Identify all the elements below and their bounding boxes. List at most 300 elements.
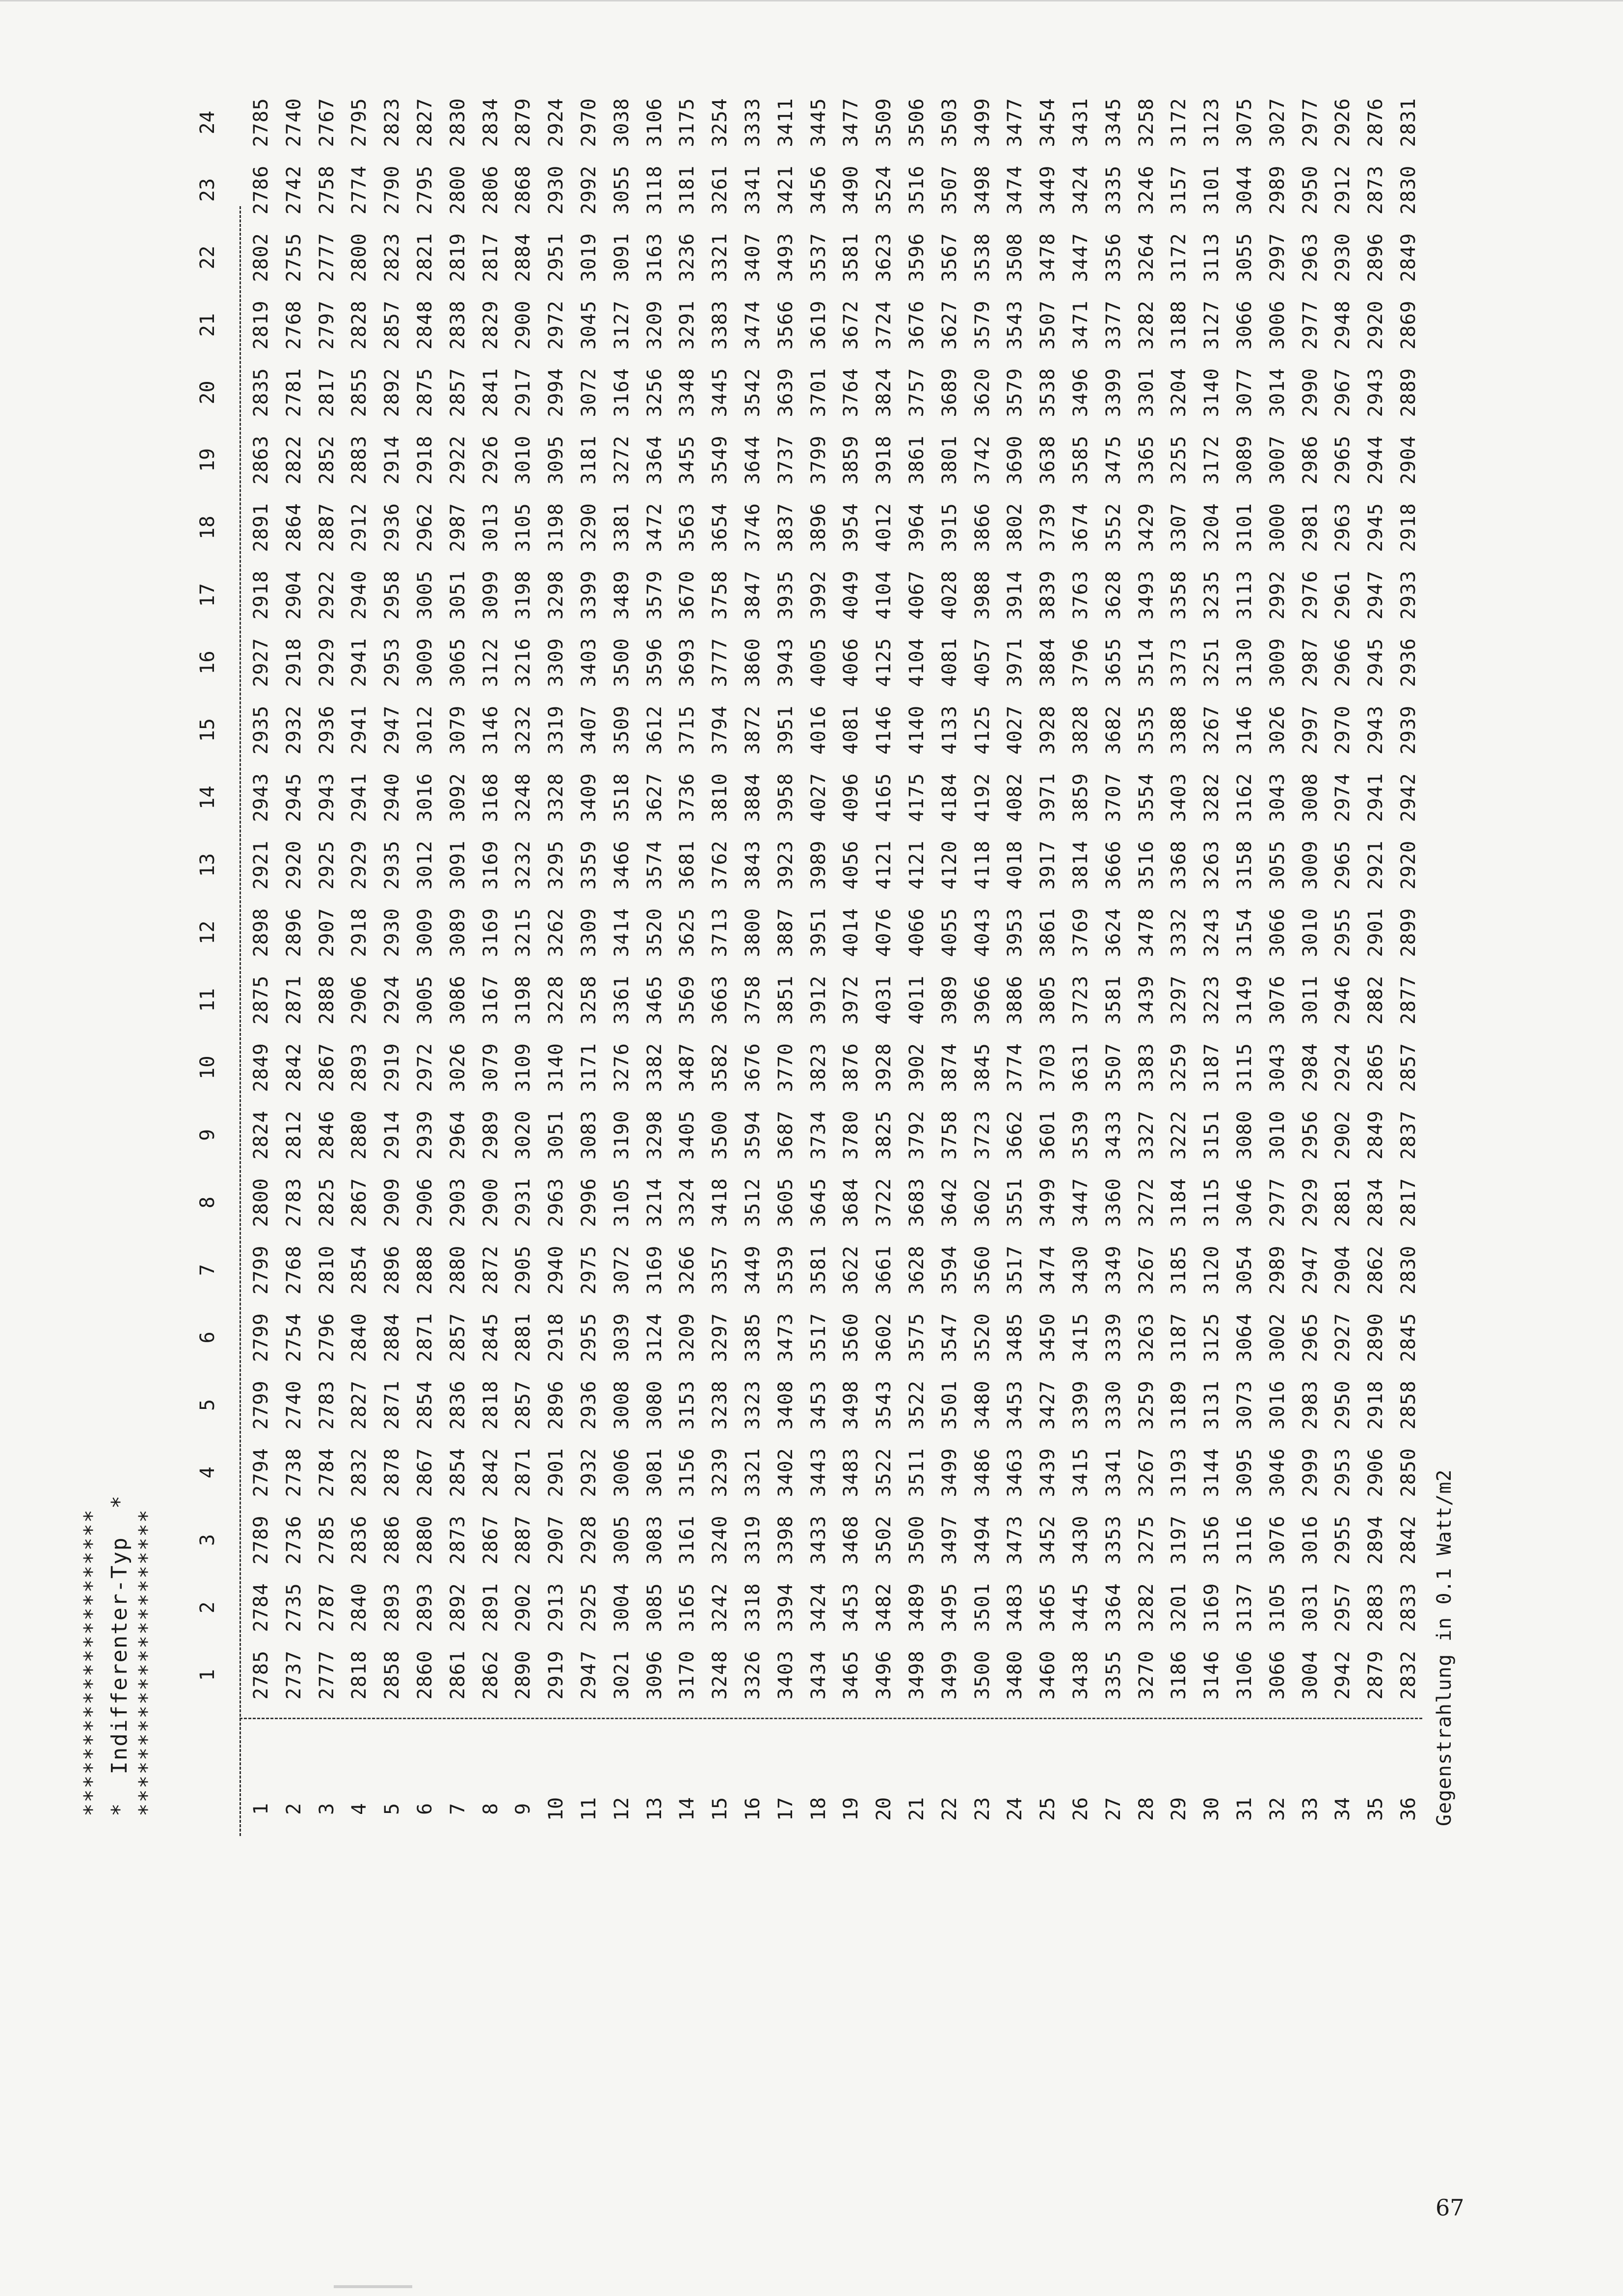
table-cell: 3758 <box>742 975 764 1025</box>
table-cell: 3309 <box>578 908 600 957</box>
table-cell: 3928 <box>1037 705 1060 755</box>
table-cell: 3321 <box>742 1448 764 1497</box>
table-cell: 3118 <box>643 165 666 215</box>
table-cell: 4018 <box>1004 840 1027 890</box>
table-cell: 3007 <box>1266 435 1289 485</box>
table-cell: 2918 <box>545 1313 568 1362</box>
table-cell: 2797 <box>315 300 338 350</box>
table-cell: 4184 <box>938 773 961 822</box>
table-cell: 3272 <box>610 435 633 485</box>
table-cell: 3054 <box>1233 1245 1256 1295</box>
table-cell: 2924 <box>1331 1043 1355 1092</box>
table-cell: 3091 <box>446 840 469 890</box>
table-cell: 2817 <box>315 368 338 417</box>
table-cell: 2865 <box>1364 1043 1387 1092</box>
table-cell: 3172 <box>1168 233 1191 282</box>
table-cell: 3008 <box>610 1380 633 1430</box>
banner-title: * Indifferenter-Typ * <box>107 1494 132 1816</box>
table-cell: 3157 <box>1168 165 1191 215</box>
table-cell: 3507 <box>1037 300 1060 350</box>
table-cell: 3262 <box>545 908 568 957</box>
table-cell: 2850 <box>1397 1448 1420 1497</box>
table-cell: 2862 <box>479 1650 502 1700</box>
table-cell: 3539 <box>774 1245 797 1295</box>
table-cell: 2987 <box>1299 638 1322 687</box>
table-cell: 3602 <box>971 1178 994 1227</box>
table-cell: 3209 <box>676 1313 699 1362</box>
table-cell: 3321 <box>709 233 732 282</box>
table-cell: 2879 <box>512 98 535 147</box>
table-cell: 3543 <box>873 1380 896 1430</box>
table-cell: 3563 <box>676 503 699 552</box>
table-cell: 3966 <box>971 975 994 1025</box>
table-cell: 2868 <box>512 165 535 215</box>
table-cell: 2970 <box>578 98 600 147</box>
table-cell: 2871 <box>282 975 305 1025</box>
table-cell: 3971 <box>1004 638 1027 687</box>
table-cell: 3282 <box>1200 773 1224 822</box>
table-cell: 2970 <box>1331 705 1355 755</box>
table-cell: 2920 <box>1397 840 1420 890</box>
table-cell: 2996 <box>578 1178 600 1227</box>
table-cell: 2888 <box>414 1245 436 1295</box>
table-cell: 2831 <box>1397 98 1420 147</box>
table-cell: 3298 <box>545 570 568 620</box>
table-cell: 3407 <box>578 705 600 755</box>
table-cell: 4175 <box>905 773 928 822</box>
table-cell: 3307 <box>1168 503 1191 552</box>
table-cell: 3096 <box>643 1650 666 1700</box>
table-cell: 2943 <box>1364 368 1387 417</box>
table-cell: 3146 <box>1200 1650 1224 1700</box>
table-cell: 3272 <box>1135 1178 1158 1227</box>
table-cell: 3403 <box>1168 773 1191 822</box>
table-cell: 3445 <box>709 368 732 417</box>
table-cell: 3089 <box>446 908 469 957</box>
table-cell: 3509 <box>873 98 896 147</box>
table-cell: 3232 <box>512 840 535 890</box>
table-cell: 3639 <box>774 368 797 417</box>
table-cell: 3560 <box>840 1313 863 1362</box>
row-label: 32 <box>1266 1797 1289 1821</box>
table-cell: 2921 <box>250 840 272 890</box>
table-cell: 3723 <box>971 1110 994 1160</box>
table-cell: 2861 <box>446 1650 469 1700</box>
table-cell: 3943 <box>774 638 797 687</box>
table-cell: 2854 <box>414 1380 436 1430</box>
table-cell: 3473 <box>1004 1515 1027 1565</box>
table-cell: 2975 <box>578 1245 600 1295</box>
table-cell: 3083 <box>578 1110 600 1160</box>
table-cell: 3188 <box>1168 300 1191 350</box>
row-label: 23 <box>971 1797 994 1821</box>
table-cell: 3770 <box>774 1043 797 1092</box>
table-cell: 3012 <box>414 840 436 890</box>
table-cell: 3079 <box>446 705 469 755</box>
table-cell: 3724 <box>873 300 896 350</box>
table-cell: 2925 <box>315 840 338 890</box>
table-cell: 4140 <box>905 705 928 755</box>
table-cell: 3055 <box>610 165 633 215</box>
table-cell: 2994 <box>545 368 568 417</box>
table-cell: 3449 <box>742 1245 764 1295</box>
table-cell: 3345 <box>1102 98 1125 147</box>
table-cell: 3896 <box>807 503 830 552</box>
table-cell: 2918 <box>1397 503 1420 552</box>
table-cell: 2942 <box>1397 773 1420 822</box>
row-label: 20 <box>873 1797 896 1821</box>
table-cell: 2842 <box>1397 1515 1420 1565</box>
table-cell: 3151 <box>1200 1110 1224 1160</box>
table-cell: 3619 <box>807 300 830 350</box>
table-cell: 3080 <box>1233 1110 1256 1160</box>
table-cell: 2893 <box>348 1043 371 1092</box>
table-cell: 2883 <box>348 435 371 485</box>
column-header: 15 <box>196 718 219 742</box>
table-cell: 3185 <box>1168 1245 1191 1295</box>
table-cell: 2972 <box>414 1043 436 1092</box>
table-cell: 3066 <box>1233 300 1256 350</box>
table-cell: 2841 <box>479 368 502 417</box>
table-cell: 3723 <box>1069 975 1092 1025</box>
table-cell: 3928 <box>873 1043 896 1092</box>
table-cell: 3209 <box>643 300 666 350</box>
table-cell: 2740 <box>282 98 305 147</box>
table-cell: 2896 <box>282 908 305 957</box>
table-cell: 3006 <box>1266 300 1289 350</box>
row-label: 35 <box>1364 1797 1387 1821</box>
table-cell: 3552 <box>1102 503 1125 552</box>
table-cell: 3113 <box>1233 570 1256 620</box>
table-cell: 3295 <box>545 840 568 890</box>
table-cell: 3682 <box>1102 705 1125 755</box>
table-cell: 3473 <box>774 1313 797 1362</box>
table-cell: 3757 <box>905 368 928 417</box>
table-cell: 3010 <box>1299 908 1322 957</box>
table-cell: 3266 <box>676 1245 699 1295</box>
table-cell: 3248 <box>709 1650 732 1700</box>
table-cell: 2884 <box>381 1313 404 1362</box>
table-cell: 3415 <box>1069 1313 1092 1362</box>
table-cell: 3158 <box>1233 840 1256 890</box>
table-cell: 2901 <box>545 1448 568 1497</box>
table-cell: 2948 <box>1331 300 1355 350</box>
table-cell: 3239 <box>709 1448 732 1497</box>
table-cell: 3628 <box>1102 570 1125 620</box>
table-cell: 3799 <box>807 435 830 485</box>
table-cell: 3172 <box>1200 435 1224 485</box>
table-cell: 2767 <box>315 98 338 147</box>
table-cell: 3006 <box>610 1448 633 1497</box>
table-cell: 2754 <box>282 1313 305 1362</box>
table-cell: 2918 <box>348 908 371 957</box>
table-cell: 2940 <box>545 1245 568 1295</box>
table-cell: 3335 <box>1102 165 1125 215</box>
table-cell: 3255 <box>1168 435 1191 485</box>
table-cell: 2940 <box>381 773 404 822</box>
table-cell: 2857 <box>1397 1043 1420 1092</box>
table-cell: 2961 <box>1331 570 1355 620</box>
table-cell: 3851 <box>774 975 797 1025</box>
table-cell: 2918 <box>250 570 272 620</box>
table-cell: 3496 <box>1069 368 1092 417</box>
table-cell: 2924 <box>545 98 568 147</box>
table-cell: 2918 <box>414 435 436 485</box>
table-cell: 3122 <box>479 638 502 687</box>
table-cell: 3264 <box>1135 233 1158 282</box>
table-cell: 3445 <box>807 98 830 147</box>
table-cell: 2955 <box>1331 908 1355 957</box>
row-label: 30 <box>1200 1797 1224 1821</box>
table-cell: 2990 <box>1299 368 1322 417</box>
table-cell: 3291 <box>676 300 699 350</box>
table-cell: 3414 <box>610 908 633 957</box>
table-cell: 3485 <box>1004 1313 1027 1362</box>
table-cell: 3886 <box>1004 975 1027 1025</box>
table-cell: 3935 <box>774 570 797 620</box>
table-cell: 2992 <box>578 165 600 215</box>
table-cell: 2833 <box>1397 1583 1420 1632</box>
table-cell: 3902 <box>905 1043 928 1092</box>
table-cell: 2977 <box>1299 98 1322 147</box>
table-cell: 2864 <box>282 503 305 552</box>
table-cell: 3076 <box>1266 1515 1289 1565</box>
table-cell: 3187 <box>1168 1313 1191 1362</box>
table-cell: 2800 <box>348 233 371 282</box>
table-cell: 2989 <box>1266 1245 1289 1295</box>
table-cell: 2964 <box>446 1110 469 1160</box>
table-cell: 3518 <box>610 773 633 822</box>
table-cell: 3989 <box>938 975 961 1025</box>
table-cell: 3113 <box>1200 233 1224 282</box>
table-cell: 3115 <box>1233 1043 1256 1092</box>
table-cell: 3628 <box>905 1245 928 1295</box>
table-cell: 3077 <box>1233 368 1256 417</box>
table-cell: 2830 <box>1397 165 1420 215</box>
table-cell: 2893 <box>414 1583 436 1632</box>
table-cell: 2987 <box>446 503 469 552</box>
table-cell: 2799 <box>250 1380 272 1430</box>
table-cell: 3005 <box>414 570 436 620</box>
table-cell: 3845 <box>971 1043 994 1092</box>
table-cell: 3474 <box>742 300 764 350</box>
table-cell: 3433 <box>807 1515 830 1565</box>
table-cell: 3430 <box>1069 1245 1092 1295</box>
table-cell: 3866 <box>971 503 994 552</box>
table-cell: 2892 <box>381 368 404 417</box>
table-cell: 2963 <box>1299 233 1322 282</box>
table-cell: 2896 <box>545 1380 568 1430</box>
table-cell: 2860 <box>414 1650 436 1700</box>
table-cell: 3383 <box>1135 1043 1158 1092</box>
table-cell: 3800 <box>742 908 764 957</box>
table-cell: 2943 <box>1364 705 1387 755</box>
table-cell: 3027 <box>1266 98 1289 147</box>
table-cell: 2836 <box>348 1515 371 1565</box>
table-cell: 3009 <box>414 908 436 957</box>
table-cell: 3298 <box>643 1110 666 1160</box>
column-header: 3 <box>196 1534 219 1546</box>
table-cell: 3447 <box>1069 233 1092 282</box>
table-cell: 3666 <box>1102 840 1125 890</box>
table-cell: 2951 <box>545 233 568 282</box>
table-cell: 2947 <box>1364 570 1387 620</box>
table-cell: 3923 <box>774 840 797 890</box>
row-label: 18 <box>807 1797 830 1821</box>
table-cell: 3612 <box>643 705 666 755</box>
row-label: 19 <box>840 1797 863 1821</box>
row-label: 4 <box>348 1803 371 1815</box>
table-cell: 3169 <box>479 908 502 957</box>
table-cell: 3487 <box>676 1043 699 1092</box>
table-cell: 3517 <box>807 1313 830 1362</box>
table-cell: 2947 <box>381 705 404 755</box>
table-cell: 3537 <box>807 233 830 282</box>
table-cell: 3190 <box>610 1110 633 1160</box>
table-cell: 3516 <box>1135 840 1158 890</box>
table-cell: 2907 <box>315 908 338 957</box>
table-cell: 4146 <box>873 705 896 755</box>
table-cell: 4081 <box>840 705 863 755</box>
table-cell: 3460 <box>1037 1650 1060 1700</box>
table-cell: 3499 <box>1037 1178 1060 1227</box>
table-cell: 3055 <box>1266 840 1289 890</box>
column-header: 17 <box>196 583 219 607</box>
table-cell: 2822 <box>282 435 305 485</box>
table-cell: 2929 <box>348 840 371 890</box>
table-cell: 2785 <box>250 98 272 147</box>
table-cell: 3215 <box>512 908 535 957</box>
table-cell: 3043 <box>1266 773 1289 822</box>
table-cell: 2799 <box>250 1313 272 1362</box>
table-cell: 3551 <box>1004 1178 1027 1227</box>
table-cell: 2997 <box>1299 705 1322 755</box>
table-cell: 3620 <box>971 368 994 417</box>
column-header: 11 <box>196 988 219 1012</box>
table-cell: 3477 <box>840 98 863 147</box>
table-cell: 3359 <box>578 840 600 890</box>
table-cell: 2891 <box>479 1583 502 1632</box>
table-cell: 3594 <box>742 1110 764 1160</box>
table-cell: 3144 <box>1200 1448 1224 1497</box>
table-cell: 3072 <box>578 368 600 417</box>
table-cell: 3360 <box>1102 1178 1125 1227</box>
table-cell: 2927 <box>250 638 272 687</box>
table-cell: 3403 <box>774 1650 797 1700</box>
table-cell: 2855 <box>348 368 371 417</box>
table-cell: 3193 <box>1168 1448 1191 1497</box>
row-label: 28 <box>1135 1797 1158 1821</box>
table-cell: 2965 <box>1331 435 1355 485</box>
table-cell: 3282 <box>1135 1583 1158 1632</box>
table-cell: 3480 <box>1004 1650 1027 1700</box>
table-cell: 2867 <box>315 1043 338 1092</box>
table-cell: 3549 <box>709 435 732 485</box>
table-cell: 2818 <box>479 1380 502 1430</box>
table-cell: 2930 <box>545 165 568 215</box>
table-cell: 3645 <box>807 1178 830 1227</box>
table-cell: 2789 <box>250 1515 272 1565</box>
table-cell: 3802 <box>1004 503 1027 552</box>
table-cell: 3445 <box>1069 1583 1092 1632</box>
table-cell: 3051 <box>446 570 469 620</box>
table-cell: 2796 <box>315 1313 338 1362</box>
table-cell: 3439 <box>1135 975 1158 1025</box>
table-cell: 3566 <box>774 300 797 350</box>
table-cell: 2930 <box>381 908 404 957</box>
table-cell: 3861 <box>905 435 928 485</box>
table-cell: 3235 <box>1200 570 1224 620</box>
table-cell: 2849 <box>250 1043 272 1092</box>
table-cell: 3170 <box>676 1650 699 1700</box>
table-cell: 2950 <box>1299 165 1322 215</box>
table-cell: 2919 <box>381 1043 404 1092</box>
table-cell: 3954 <box>840 503 863 552</box>
table-cell: 4165 <box>873 773 896 822</box>
table-cell: 2790 <box>381 165 404 215</box>
table-cell: 2781 <box>282 368 305 417</box>
table-cell: 4049 <box>840 570 863 620</box>
table-cell: 3258 <box>1135 98 1158 147</box>
table-cell: 3887 <box>774 908 797 957</box>
column-header: 10 <box>196 1055 219 1080</box>
table-cell: 2906 <box>348 975 371 1025</box>
table-cell: 3847 <box>742 570 764 620</box>
table-cell: 2858 <box>1397 1380 1420 1430</box>
table-cell: 2904 <box>1331 1245 1355 1295</box>
table-cell: 3064 <box>1233 1313 1256 1362</box>
table-cell: 3769 <box>1069 908 1092 957</box>
table-cell: 3162 <box>1233 773 1256 822</box>
table-cell: 3602 <box>873 1313 896 1362</box>
table-cell: 2883 <box>1364 1583 1387 1632</box>
table-cell: 2941 <box>348 705 371 755</box>
table-cell: 3327 <box>1135 1110 1158 1160</box>
table-cell: 3430 <box>1069 1515 1092 1565</box>
table-cell: 3055 <box>1233 233 1256 282</box>
table-cell: 3415 <box>1069 1448 1092 1497</box>
table-cell: 3605 <box>774 1178 797 1227</box>
table-cell: 2903 <box>446 1178 469 1227</box>
table-cell: 3339 <box>1102 1313 1125 1362</box>
table-cell: 3713 <box>709 908 732 957</box>
table-cell: 3715 <box>676 705 699 755</box>
table-cell: 3319 <box>742 1515 764 1565</box>
table-cell: 3198 <box>512 570 535 620</box>
table-cell: 3474 <box>1004 165 1027 215</box>
table-cell: 3876 <box>840 1043 863 1092</box>
table-cell: 3693 <box>676 638 699 687</box>
table-cell: 4133 <box>938 705 961 755</box>
table-cell: 4076 <box>873 908 896 957</box>
table-cell: 3356 <box>1102 233 1125 282</box>
column-header: 16 <box>196 650 219 675</box>
row-label: 12 <box>610 1797 633 1821</box>
table-cell: 3774 <box>1004 1043 1027 1092</box>
table-cell: 2777 <box>315 1650 338 1700</box>
table-cell: 2800 <box>446 165 469 215</box>
table-cell: 2896 <box>1364 233 1387 282</box>
row-label: 21 <box>905 1797 928 1821</box>
table-cell: 3958 <box>774 773 797 822</box>
table-cell: 2997 <box>1266 233 1289 282</box>
table-cell: 3109 <box>512 1043 535 1092</box>
table-cell: 2828 <box>348 300 371 350</box>
footer-caption: Gegenstrahlung in 0.1 Watt/m2 <box>1433 1469 1456 1826</box>
table-cell: 3483 <box>840 1448 863 1497</box>
table-cell: 2906 <box>1364 1448 1387 1497</box>
table-cell: 2812 <box>282 1110 305 1160</box>
